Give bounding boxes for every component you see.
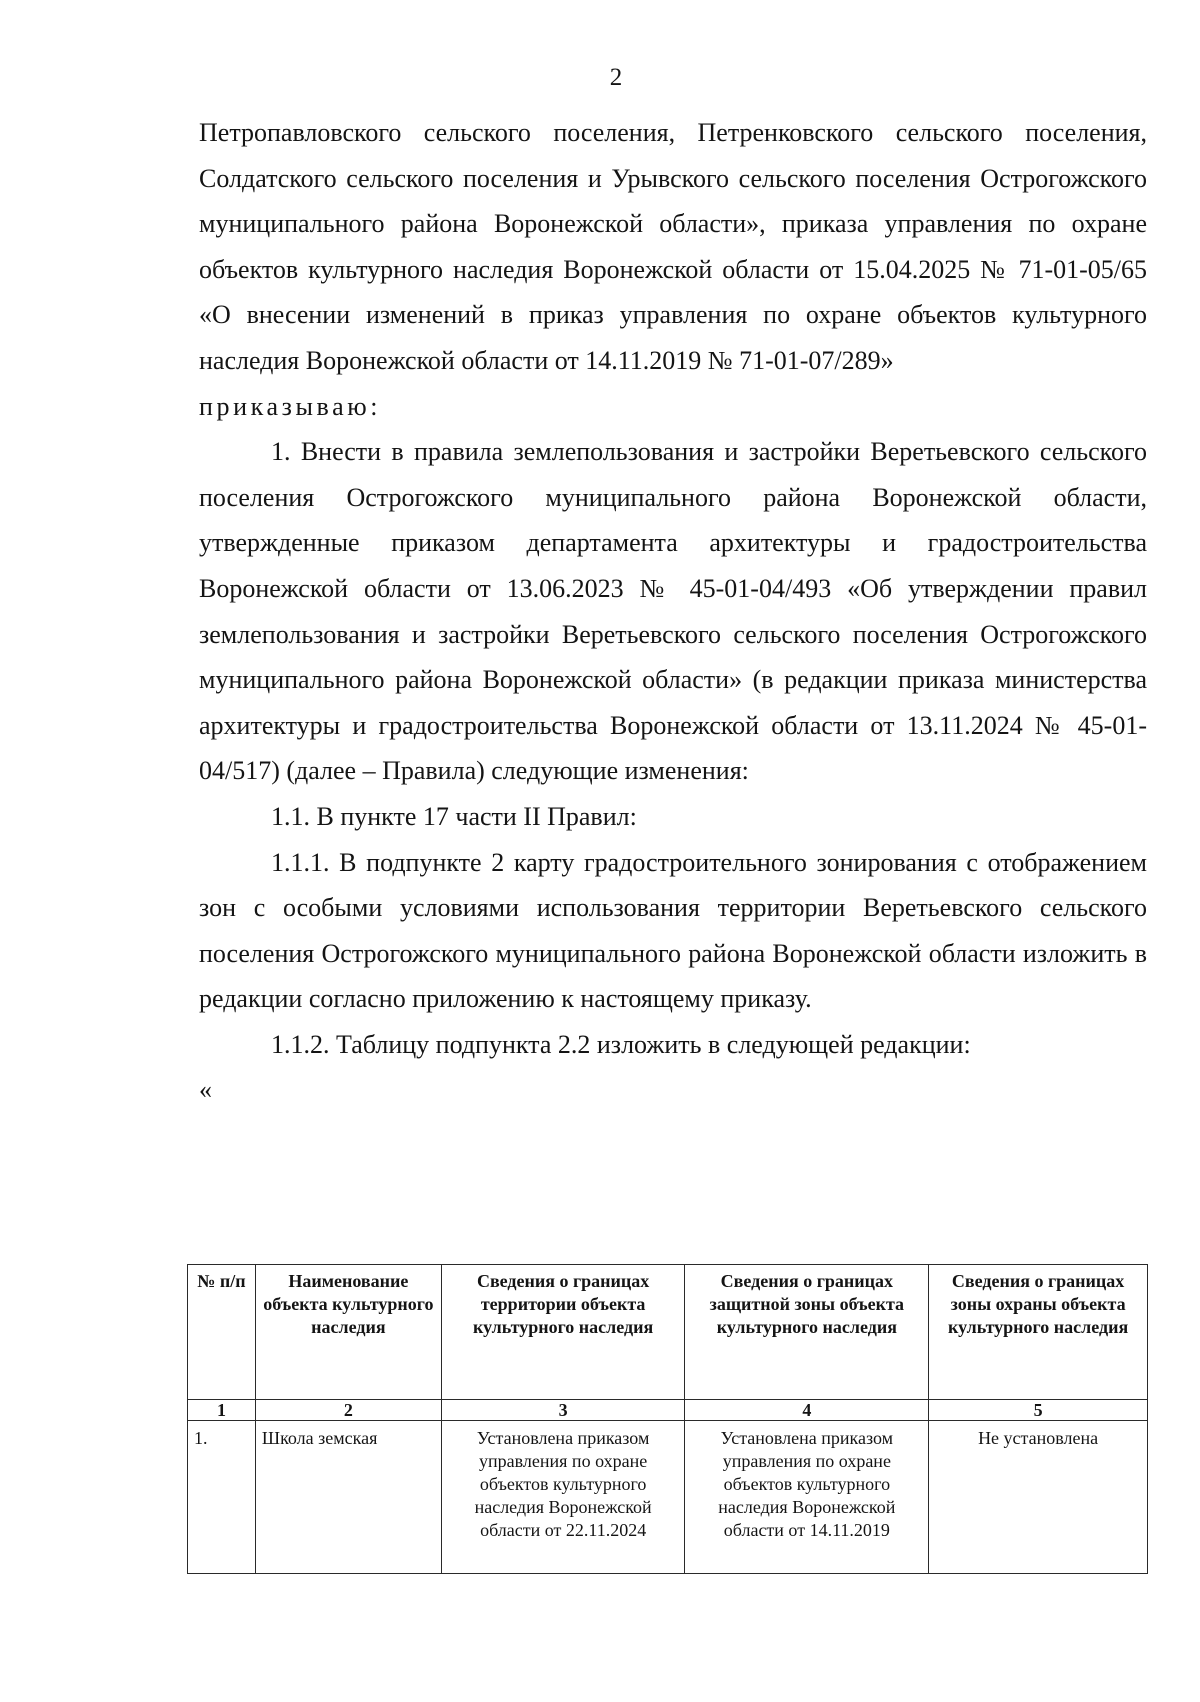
header-protection-zone: Сведения о границах зоны охраны объекта культурного наследия: [929, 1265, 1148, 1400]
paragraph-preamble: Петропавловского сельского поселения, Петренковского сельского поселения, Солдатского сельского поселения и Урывского сельского поселения Острогожского муниципального района Воронежской области», приказа управления по охране объектов культурного наследия Воронежской области от 15.04.2025 № 71-01-05/65 «О внесении изменений в приказ управления по охране объектов культурного наследия Воронежской области от 14.11.2019 № 71-01-07/289»: [199, 118, 1147, 375]
column-number: 3: [441, 1400, 685, 1421]
header-territory-bounds: Сведения о границах территории объекта культурного наследия: [441, 1265, 685, 1400]
table-column-numbers-row: [188, 1400, 1148, 1421]
cell-protection-zone: Не установлена: [929, 1421, 1148, 1574]
paragraph-item-1: 1. Внести в правила землепользования и застройки Веретьевского сельского поселения Острогожского муниципального района Воронежской области, утвержденные приказом департамента архитектуры и градостроительства Воронежской области от 13.06.2023 № 45-01-04/493 «Об утверждении правил землепользования и застройки Веретьевского сельского поселения Острогожского муниципального района Воронежской области» (в редакции приказа министерства архитектуры и градостроительства Воронежской области от 13.11.2024 № 45-01-04/517) (далее – Правила) следующие изменения:: [199, 437, 1147, 786]
header-protective-zone: Сведения о границах защитной зоны объекта культурного наследия: [685, 1265, 929, 1400]
table-header-row: [188, 1265, 1148, 1400]
header-number: № п/п: [188, 1265, 256, 1400]
header-object-name: Наименование объекта культурного наследия: [255, 1265, 441, 1400]
heritage-table: [187, 1264, 1148, 1574]
document-body: [199, 110, 1147, 1111]
column-number: 4: [685, 1400, 929, 1421]
page-number: 2: [609, 64, 623, 91]
column-number: 2: [255, 1400, 441, 1421]
column-number: 1: [188, 1400, 256, 1421]
cell-object-name: Школа земская: [255, 1421, 441, 1574]
cell-protective-zone: Установлена приказом управления по охране объектов культурного наследия Воронежской области от 14.11.2019: [685, 1421, 929, 1574]
column-number: 5: [929, 1400, 1148, 1421]
cell-number: 1.: [188, 1421, 256, 1574]
order-word: приказываю:: [199, 391, 382, 421]
paragraph-item-1-1-1: 1.1.1. В подпункте 2 карту градостроительного зонирования с отображением зон с особыми условиями использования территории Веретьевского сельского поселения Острогожского муниципального района Воронежской области изложить в редакции согласно приложению к настоящему приказу.: [199, 847, 1147, 1014]
paragraph-item-1-1-2: 1.1.2. Таблицу подпункта 2.2 изложить в следующей редакции:: [271, 1029, 971, 1059]
opening-quote: «: [199, 1075, 212, 1105]
table-row: [188, 1421, 1148, 1574]
paragraph-item-1-1: 1.1. В пункте 17 части II Правил:: [271, 801, 637, 831]
cell-territory-bounds: Установлена приказом управления по охране объектов культурного наследия Воронежской области от 22.11.2024: [441, 1421, 685, 1574]
